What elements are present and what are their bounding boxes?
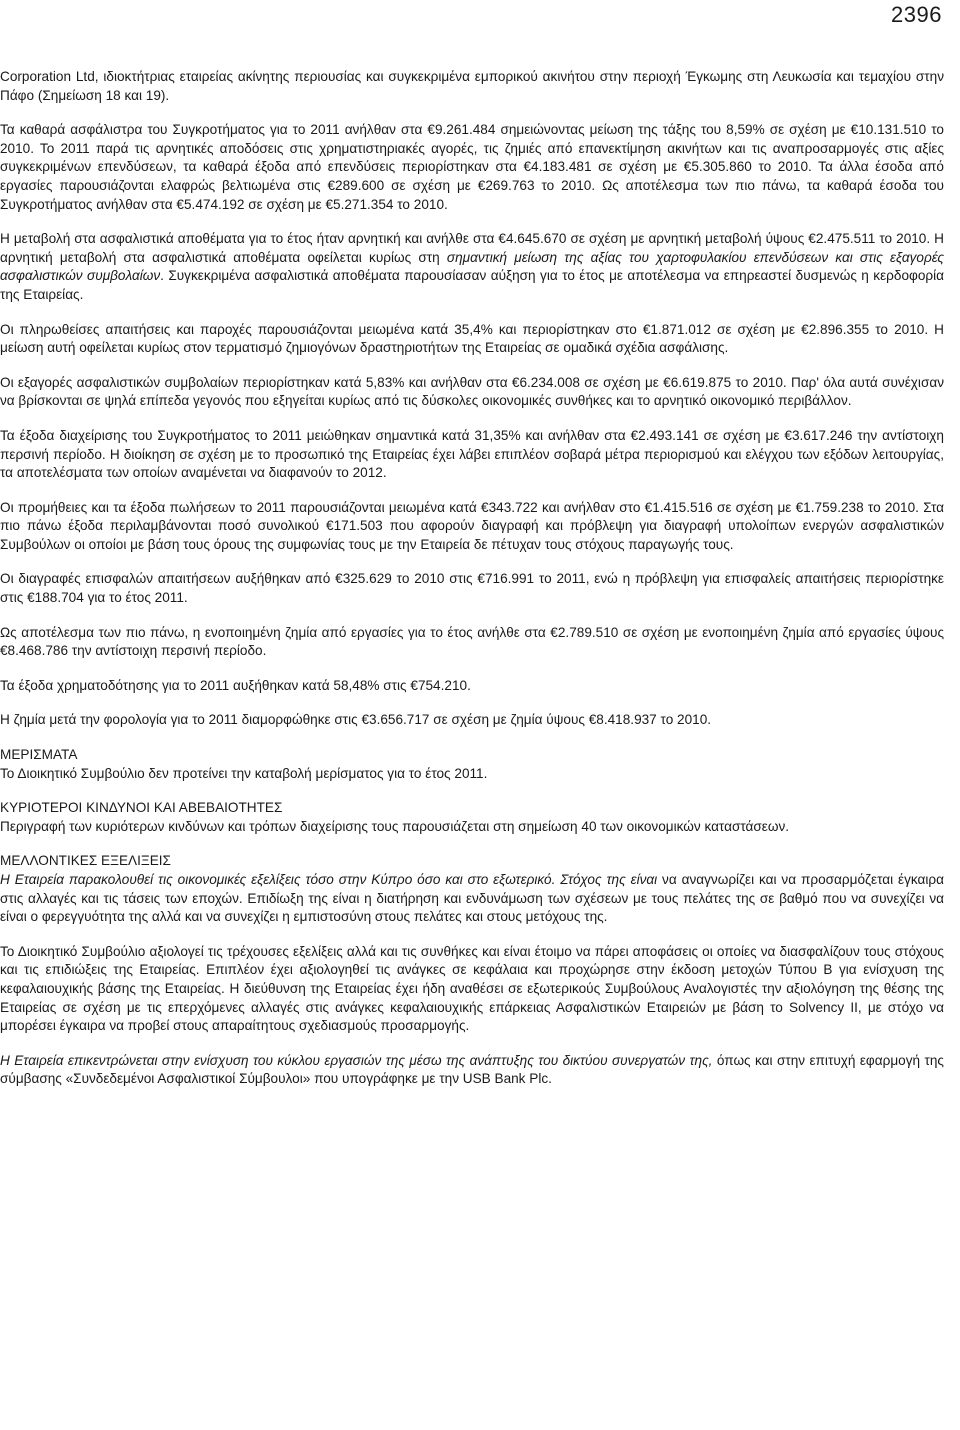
section-text-risks: Περιγραφή των κυριότερων κινδύνων και τρόπων διαχείρισης τους παρουσιάζεται στη σημείωση 40 των οικονομικών καταστάσεων. bbox=[0, 818, 790, 834]
section-heading-risks: ΚΥΡΙΟΤΕΡΟΙ ΚΙΝΔΥΝΟΙ ΚΑΙ ΑΒΕΒΑΙΟΤΗΤΕΣ bbox=[0, 800, 283, 816]
network-text-italic: Η Εταιρεία επικεντρώνεται στην ενίσχυση του κύκλου εργασιών της μέσω της ανάπτυξης του δικτύου συνεργατών της, bbox=[0, 1052, 713, 1068]
paragraph-commissions: Οι προμήθειες και τα έξοδα πωλήσεων το 2011 παρουσιάζονται μειωμένα κατά €343.722 και ανήλθαν στο €1.415.516 σε σχέση με €1.759.238 το 2010. Στα πιο πάνω έξοδα περιλαμβάνονται ποσό συνολικού €171.503 που αφορούν διαγραφή και πρόβλεψη για διαγραφή υπολοίπων ενεργών ασφαλιστικών Συμβούλων οι οποίοι με βάση τους όρους της συμφωνίας τους με την Εταιρεία δε πέτυχαν τους στόχους παραγωγής τους. bbox=[0, 499, 944, 552]
paragraph-loss-after-tax: Η ζημία μετά την φορολογία για το 2011 διαμορφώθηκε στις €3.656.717 σε σχέση με ζημία ύψους €8.418.937 το 2010. bbox=[0, 712, 712, 728]
paragraph-claims-paid: Οι πληρωθείσες απαιτήσεις και παροχές παρουσιάζονται μειωμένα κατά 35,4% και περιορίστηκαν στο €1.871.012 σε σχέση με €2.896.355 το 2010. Η μείωση αυτή οφείλεται κυρίως στον τερματισμό ζημιογόνων δραστηριοτήτων της Εταιρείας σε ομαδικά σχέδια ασφάλισης. bbox=[0, 321, 944, 356]
paragraph-board-assessment: Το Διοικητικό Συμβούλιο αξιολογεί τις τρέχουσες εξελίξεις αλλά και τις συνθήκες και είναι έτοιμο να πάρει αποφάσεις οι οποίες να διασφαλίζουν τους στόχους και τις επιδιώξεις της Εταιρείας. Επιπλέον έχει αξιολογηθεί τις ανάγκες σε κεφάλαια και προχώρησε στην έκδοση μετοχών Τύπου Β για ενίσχυση της κεφαλαιουχικής βάσης της Εταιρείας. Η διεύθυνση της Εταιρείας έχει ήδη αναθέσει σε εξωτερικούς Συμβούλους Αναλογιστές την αξιολόγηση της θέσης της Εταιρείας σε σχέση με τις επερχόμενες αλλαγές στις ανάγκες κεφαλαιουχικής επάρκειας Ασφαλιστικών Εταιρειών με βάση το Solvency II, με στόχο να μπορέσει έγκαιρα να προβεί στους απαραίτητους σχεδιασμούς προσαρμογής. bbox=[0, 943, 944, 1034]
paragraph-operating-loss: Ως αποτέλεσμα των πιο πάνω, η ενοποιημένη ζημία από εργασίες για το έτος ανήλθε στα €2.789.510 σε σχέση με ενοποιημένη ζημία από εργασίες ύψους €8.468.786 την αντίστοιχη περσινή περίοδο. bbox=[0, 624, 944, 659]
reserves-text-italic: σημαντική μείωση της αξίας του χαρτοφυλακίου επενδύσεων και στις εξαγορές ασφαλιστικών συμβολαίων bbox=[0, 249, 944, 284]
section-future bbox=[0, 852, 944, 926]
paragraph-property-note: Corporation Ltd, ιδιοκτήτριας εταιρείας ακίνητης περιουσίας και συγκεκριμένα εμπορικού ακινήτου στην περιοχή Έγκωμης στη Λευκωσία και τεμαχίου στην Πάφο (Σημείωση 18 και 19). bbox=[0, 69, 944, 103]
section-text-future bbox=[0, 871, 944, 927]
paragraph-surrenders: Οι εξαγορές ασφαλιστικών συμβολαίων περιορίστηκαν κατά 5,83% και ανήλθαν στα €6.234.008 σε σχέση με €6.619.875 το 2010. Παρ' όλα αυτά συνέχισαν να βρίσκονται σε ψηλά επίπεδα γεγονός που εξηγείται κυρίως από τις δύσκολες οικονομικές συνθήκες και το αρνητικό οικονομικό περιβάλλον. bbox=[0, 374, 944, 409]
document-body bbox=[0, 68, 944, 1105]
paragraph-insurance-reserves bbox=[0, 230, 944, 304]
paragraph-admin-expenses: Τα έξοδα διαχείρισης του Συγκροτήματος το 2011 μειώθηκαν σημαντικά κατά 31,35% και ανήλθαν στα €2.493.141 σε σχέση με €3.617.246 την αντίστοιχη περσινή περίοδο. Η διοίκηση σε σχέση με το προσωπικό της Εταιρείας έχει λάβει επιπλέον σοβαρά μέτρα περιορισμού και ελέγχου των εξόδων λειτουργίας, τα αποτελέσματα των οποίων αναμένεται να διαφανούν το 2012. bbox=[0, 427, 944, 481]
reserves-text-b: . Συγκεκριμένα ασφαλιστικά αποθέματα παρουσίασαν αύξηση για το έτος με αποτέλεσμα να επηρεαστεί δυσμενώς η κερδοφορία της Εταιρείας. bbox=[0, 268, 945, 302]
reserves-text-a: Η μεταβολή στα ασφαλιστικά αποθέματα για το έτος ήταν αρνητική και ανήλθε στα €4.645.670 σε σχέση με αρνητική μεταβολή ύψους €2.475.511 το 2010. Η αρνητική μεταβολή στα ασφαλιστικά αποθέματα οφείλεται κυρίως στη bbox=[0, 231, 944, 265]
section-heading-future: ΜΕΛΛΟΝΤΙΚΕΣ ΕΞΕΛΙΞΕΙΣ bbox=[0, 853, 171, 869]
future-text-italic: Η Εταιρεία παρακολουθεί τις οικονομικές εξελίξεις τόσο στην Κύπρο όσο και στο εξωτερικό. Στόχος της είναι bbox=[0, 872, 658, 887]
section-dividends bbox=[0, 746, 944, 783]
paragraph-bad-debts: Οι διαγραφές επισφαλών απαιτήσεων αυξήθηκαν από €325.629 το 2010 στις €716.991 το 2011, ενώ η πρόβλεψη για επισφαλείς απαιτήσεις περιορίστηκε στις €188.704 για το έτος 2011. bbox=[0, 571, 944, 606]
section-risks bbox=[0, 799, 944, 836]
paragraph-finance-costs: Τα έξοδα χρηματοδότησης για το 2011 αυξήθηκαν κατά 58,48% στις €754.210. bbox=[0, 677, 471, 693]
paragraph-network bbox=[0, 1052, 944, 1089]
network-text-rest: όπως και στην επιτυχή εφαρμογή της σύμβασης «Συνδεδεμένοι Ασφαλιστικοί Σύμβουλοι» που υπογράφηκε με την USB Bank Plc. bbox=[0, 1052, 944, 1087]
page-number: 2396 bbox=[891, 2, 942, 27]
future-text-rest: να αναγνωρίζει και να προσαρμόζεται έγκαιρα στις αλλαγές και τις τάσεις των εποχών. Επιδίωξη της είναι η διατήρηση και ενδυνάμωση των σχέσεων με τους πελάτες της σε βαθμό που να συνεχίζει να είναι ο φερεγγυότητα της αλλά και να συνεχίζει η εμπιστοσύνη στους πελάτες και στους μετόχους της. bbox=[0, 872, 944, 925]
section-heading-dividends: ΜΕΡΙΣΜΑΤΑ bbox=[0, 747, 78, 763]
section-text-dividends: Το Διοικητικό Συμβούλιο δεν προτείνει την καταβολή μερίσματος για το έτος 2011. bbox=[0, 765, 488, 781]
paragraph-net-premiums: Τα καθαρά ασφάλιστρα του Συγκροτήματος για το 2011 ανήλθαν στα €9.261.484 σημειώνοντας μείωση της τάξης του 8,59% σε σχέση με €10.131.510 το 2010. Το 2011 παρά τις αρνητικές αποδόσεις στις χρηματιστηριακές αγορές, τις ζημιές από επανεκτίμηση ακινήτων και τις αναπροσαρμογές στις αξίες συγκεκριμένων επενδύσεων, τα καθαρά έξοδα από επενδύσεις περιορίστηκαν στα €4.183.481 σε σχέση με €5.305.860 το 2010. Τα άλλα έσοδα από εργασίες παρουσιάζονται ελαφρώς βελτιωμένα στις €289.600 σε σχέση με €269.763 το 2010. Ως αποτέλεσμα των πιο πάνω, τα καθαρά έσοδα του Συγκροτήματος ανήλθαν στα €5.474.192 σε σχέση με €5.271.354 το 2010. bbox=[0, 122, 944, 212]
